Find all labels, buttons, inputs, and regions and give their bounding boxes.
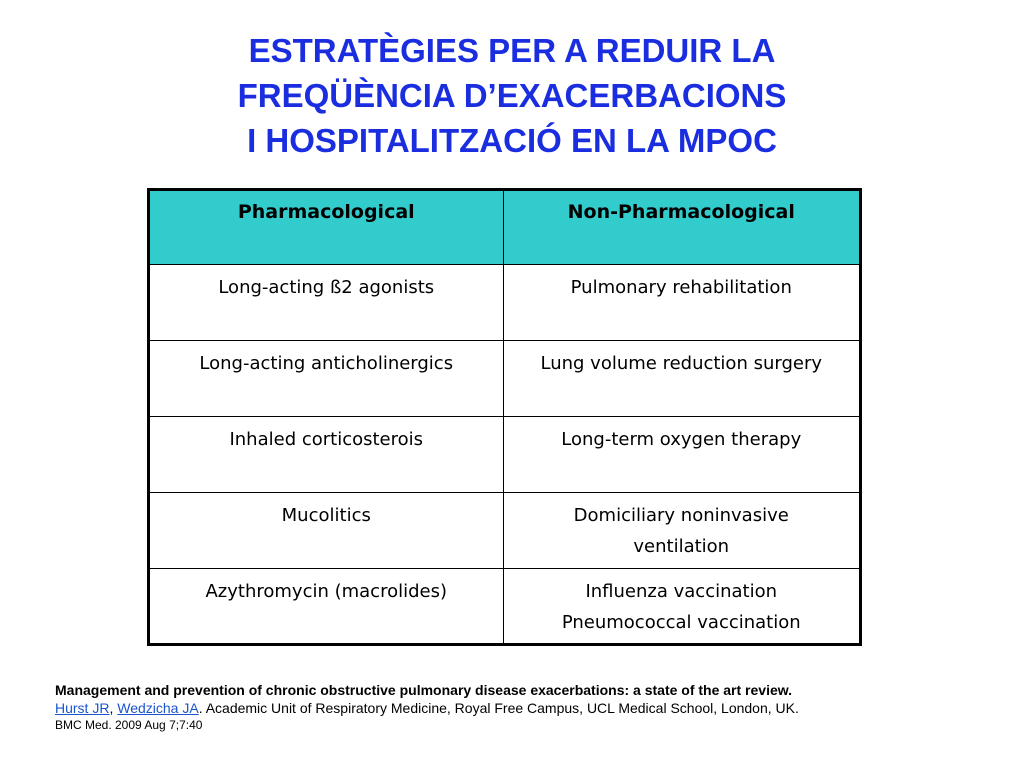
title-line: FREQÜÈNCIA D’EXACERBACIONS	[237, 77, 787, 114]
non-pharmacological-cell	[503, 265, 861, 341]
pharmacological-cell	[149, 341, 504, 417]
title-line: ESTRATÈGIES PER A REDUIR LA	[248, 32, 776, 69]
non-pharmacological-cell	[503, 341, 861, 417]
cell-text: Long-acting ß2 agonists	[218, 277, 435, 298]
cell-text: Influenza vaccination	[585, 581, 778, 602]
column-header-pharmacological: Pharmacological	[149, 190, 504, 265]
strategies-table	[147, 188, 862, 646]
table-row	[149, 569, 861, 645]
citation-affiliation: . Academic Unit of Respiratory Medicine, Royal Free Campus, UCL Medical School, London, UK.	[198, 700, 799, 716]
citation-title: Management and prevention of chronic obstructive pulmonary disease exacerbations: a state of the art review.	[55, 682, 793, 698]
slide-title	[0, 28, 1024, 163]
title-line: I HOSPITALITZACIÓ EN LA MPOC	[247, 122, 777, 159]
pharmacological-cell	[149, 417, 504, 493]
column-header-non-pharmacological: Non-Pharmacological	[503, 190, 861, 265]
non-pharmacological-cell	[503, 417, 861, 493]
table-body	[149, 265, 861, 645]
non-pharmacological-cell	[503, 569, 861, 645]
citation	[55, 681, 995, 733]
table-row	[149, 493, 861, 569]
cell-text: Lung volume reduction surgery	[540, 353, 822, 374]
non-pharmacological-cell	[503, 493, 861, 569]
pharmacological-cell	[149, 569, 504, 645]
cell-text: Mucolitics	[281, 505, 371, 526]
cell-text: Inhaled corticosterois	[229, 429, 424, 450]
cell-text: Azythromycin (macrolides)	[205, 581, 447, 602]
cell-text: Long-acting anticholinergics	[199, 353, 454, 374]
author-link-hurst[interactable]: Hurst JR	[55, 700, 110, 716]
table-row	[149, 265, 861, 341]
table-row	[149, 341, 861, 417]
cell-text: Domiciliary noninvasive	[573, 505, 789, 526]
pharmacological-cell	[149, 493, 504, 569]
pharmacological-cell	[149, 265, 504, 341]
cell-text: Long-term oxygen therapy	[561, 429, 802, 450]
table-header-row	[149, 190, 861, 265]
author-link-wedzicha[interactable]: Wedzicha JA	[117, 700, 199, 716]
author-separator: ,	[109, 700, 118, 716]
cell-text: ventilation	[633, 536, 730, 557]
cell-text: Pulmonary rehabilitation	[570, 277, 792, 298]
table-row	[149, 417, 861, 493]
citation-authors	[55, 699, 995, 717]
cell-text: Pneumococcal vaccination	[561, 612, 801, 633]
citation-journal: BMC Med. 2009 Aug 7;7:40	[55, 718, 203, 732]
